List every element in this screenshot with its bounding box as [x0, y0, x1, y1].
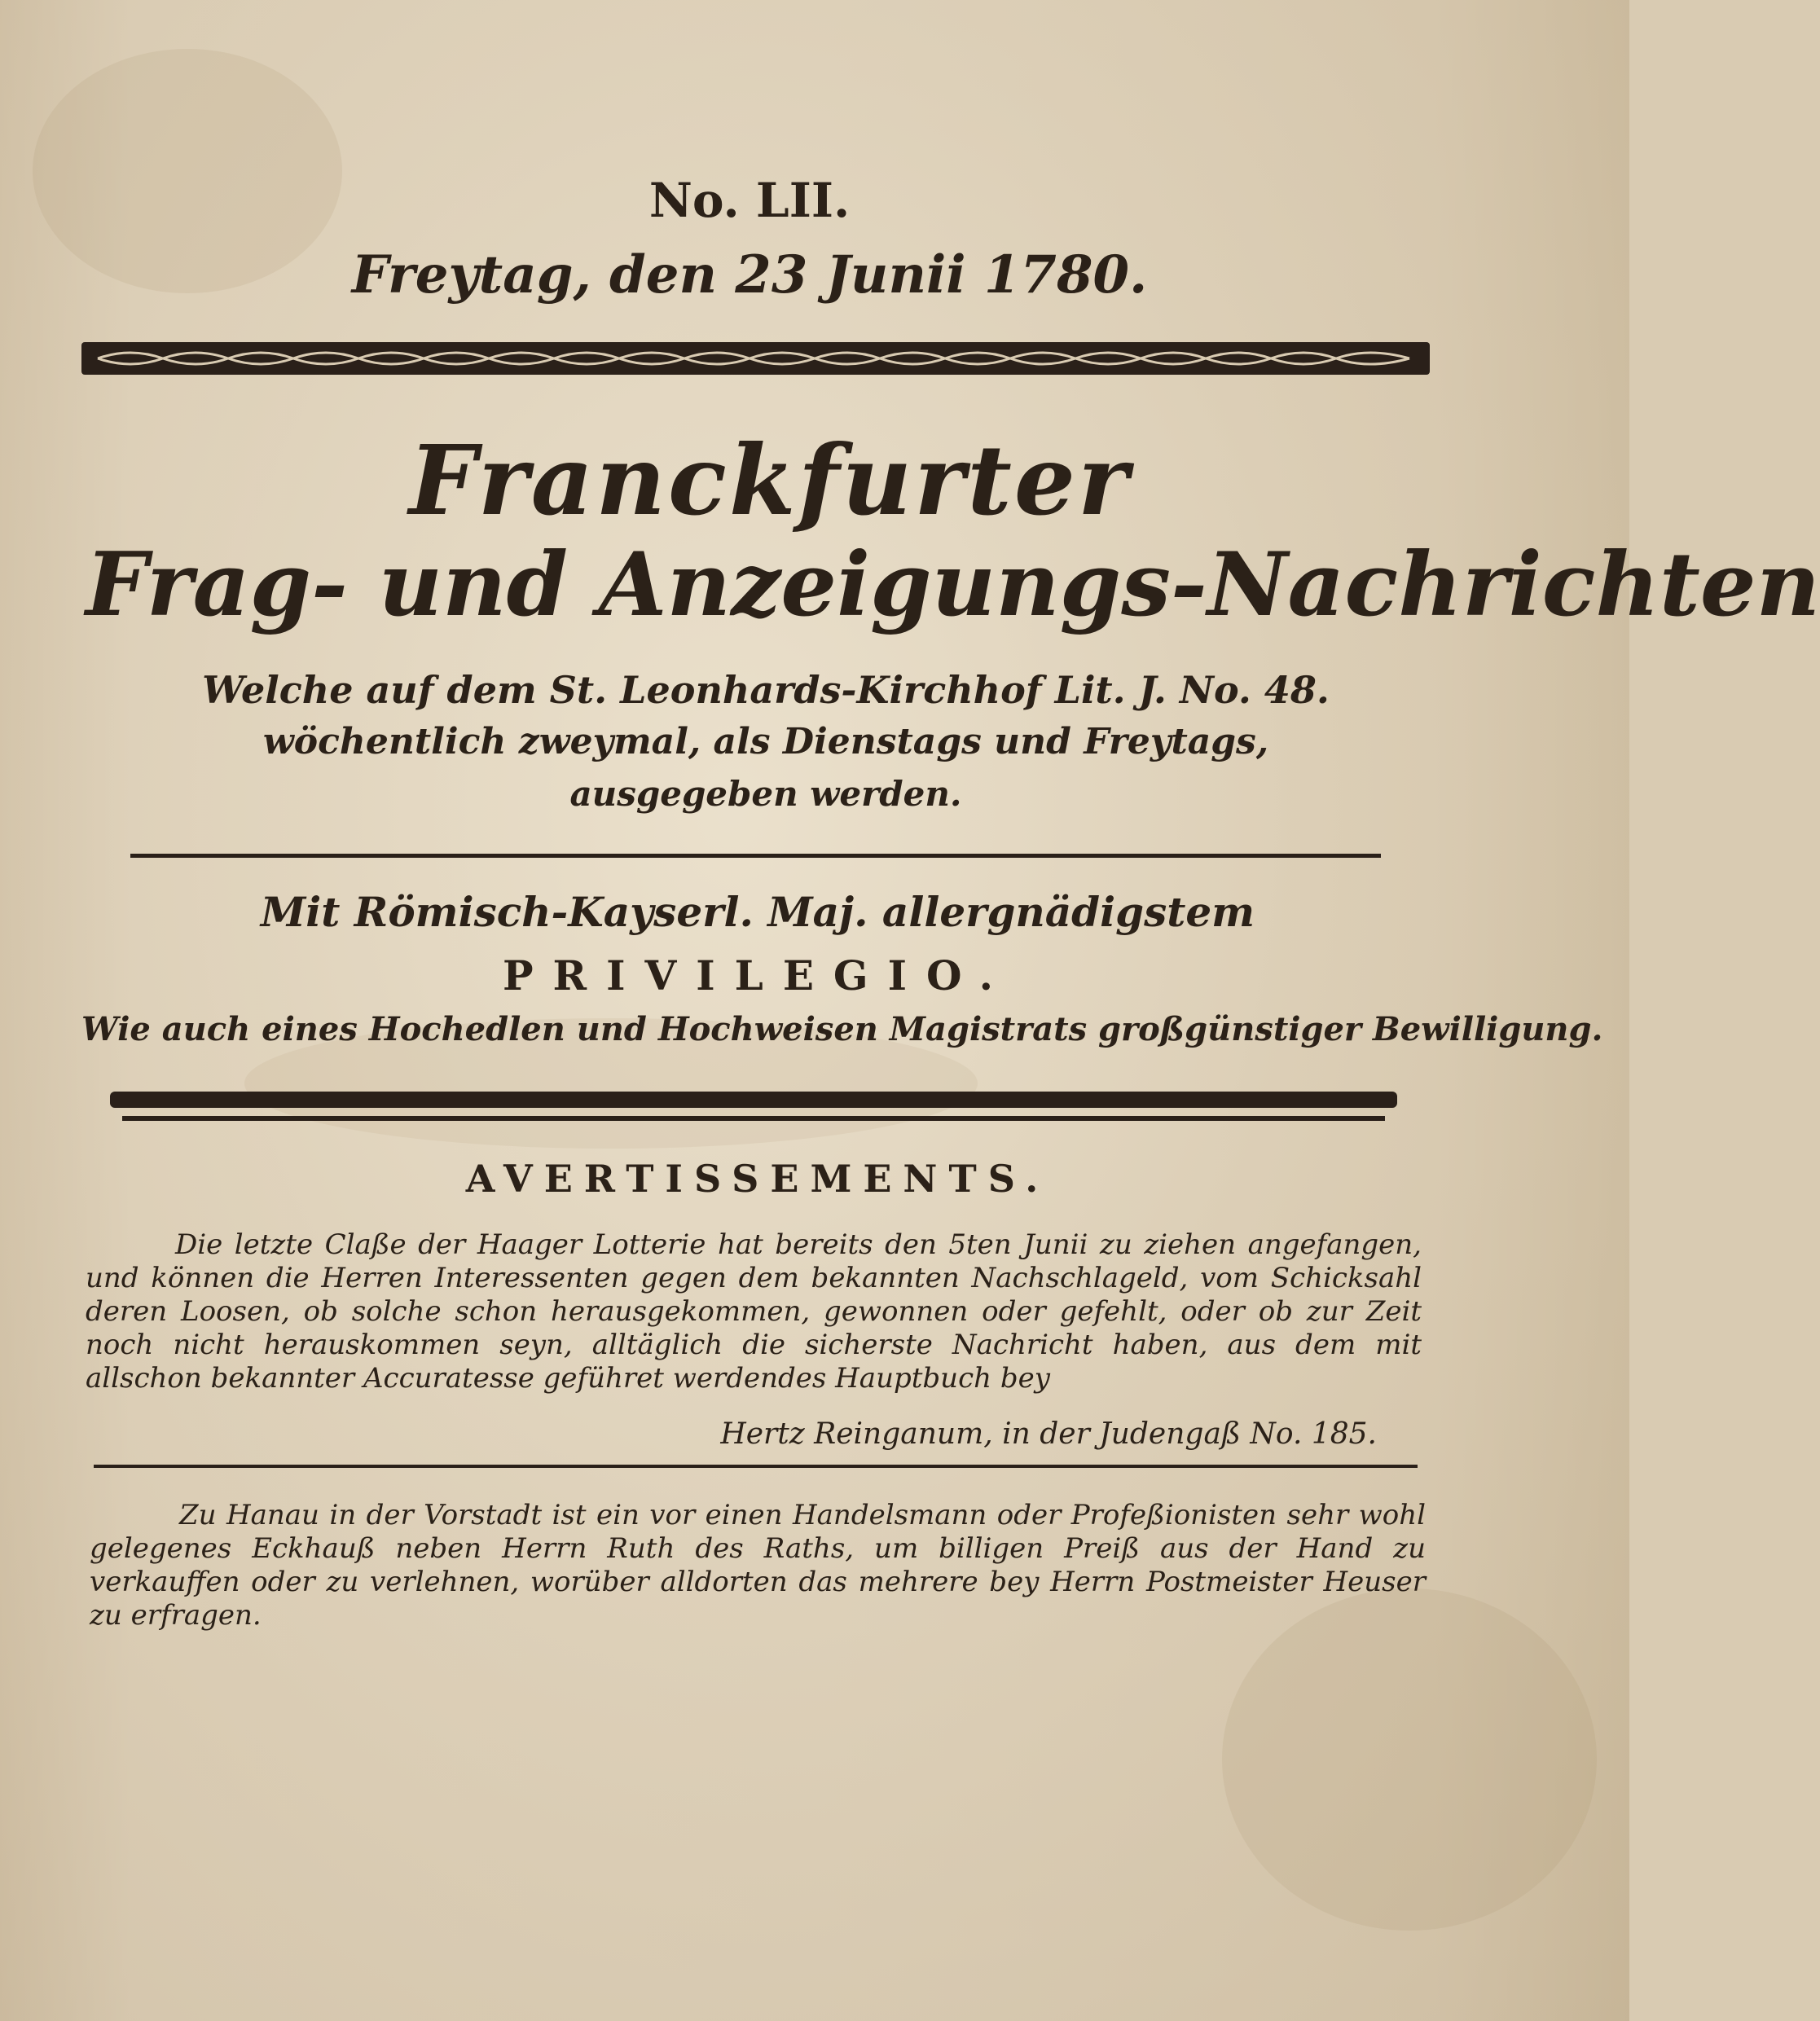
masthead-title-line1: Franckfurter — [408, 424, 1132, 537]
paper-stain — [1222, 1588, 1597, 1931]
notice-house-text: Zu Hanau in der Vorstadt ist ein vor einen Handelsmann oder Profeßionisten sehr wohl gelegenes Eckhauß neben Herrn Ruth des Raths, um billigen Preiß aus der Hand zu verkauffen oder zu verlehnen, worüber alldorten das mehrere bey Herrn Postmeister Heuser zu erfragen. — [90, 1499, 1426, 1632]
masthead-subtitle-line3: ausgegeben werden. — [569, 774, 962, 814]
divider-rule — [94, 1465, 1418, 1468]
notice-lottery-text: Die letzte Claße der Haager Lotterie hat bereits den 5ten Junii zu ziehen angefangen, und können die Herren Interessenten gegen dem bekannten Nachschlageld, vom Schicksahl deren Loosen, ob solche schon herausgekommen, gewonnen oder gefehlt, oder ob zur Zeit noch nicht herauskommen seyn, alltäglich die sicherste Nachricht haben, aus dem mit allschon bekannter Accuratesse geführet werdendes Hauptbuch bey — [86, 1228, 1422, 1395]
privilege-line1: Mit Römisch-Kayserl. Maj. allergnädigstem — [260, 888, 1255, 936]
privilege-heading: PRIVILEGIO. — [502, 951, 1013, 1000]
section-heading: AVERTISSEMENTS. — [465, 1157, 1050, 1201]
masthead-subtitle-line1: Welche auf dem St. Leonhards-Kirchhof Lit. J. No. 48. — [202, 668, 1330, 712]
notice-lottery — [86, 1228, 1422, 1395]
notice-house — [90, 1499, 1426, 1632]
thick-divider-rule — [110, 1092, 1397, 1108]
divider-rule — [122, 1116, 1385, 1121]
issue-number: No. LII. — [648, 173, 851, 228]
privilege-line3: Wie auch eines Hochedlen und Hochweisen Magistrats großgünstiger Bewilligung. — [81, 1010, 1603, 1048]
divider-rule — [130, 854, 1381, 858]
notice-lottery-signature: Hertz Reinganum, in der Judengaß No. 185. — [720, 1417, 1377, 1451]
masthead-subtitle-line2: wöchentlich zweymal, als Dienstags und Freytags, — [262, 721, 1269, 762]
ornamental-rule — [81, 342, 1430, 375]
issue-date: Freytag, den 23 Junii 1780. — [351, 244, 1148, 305]
masthead-title-line2: Frag- und Anzeigungs-Nachrichten — [86, 534, 1820, 636]
